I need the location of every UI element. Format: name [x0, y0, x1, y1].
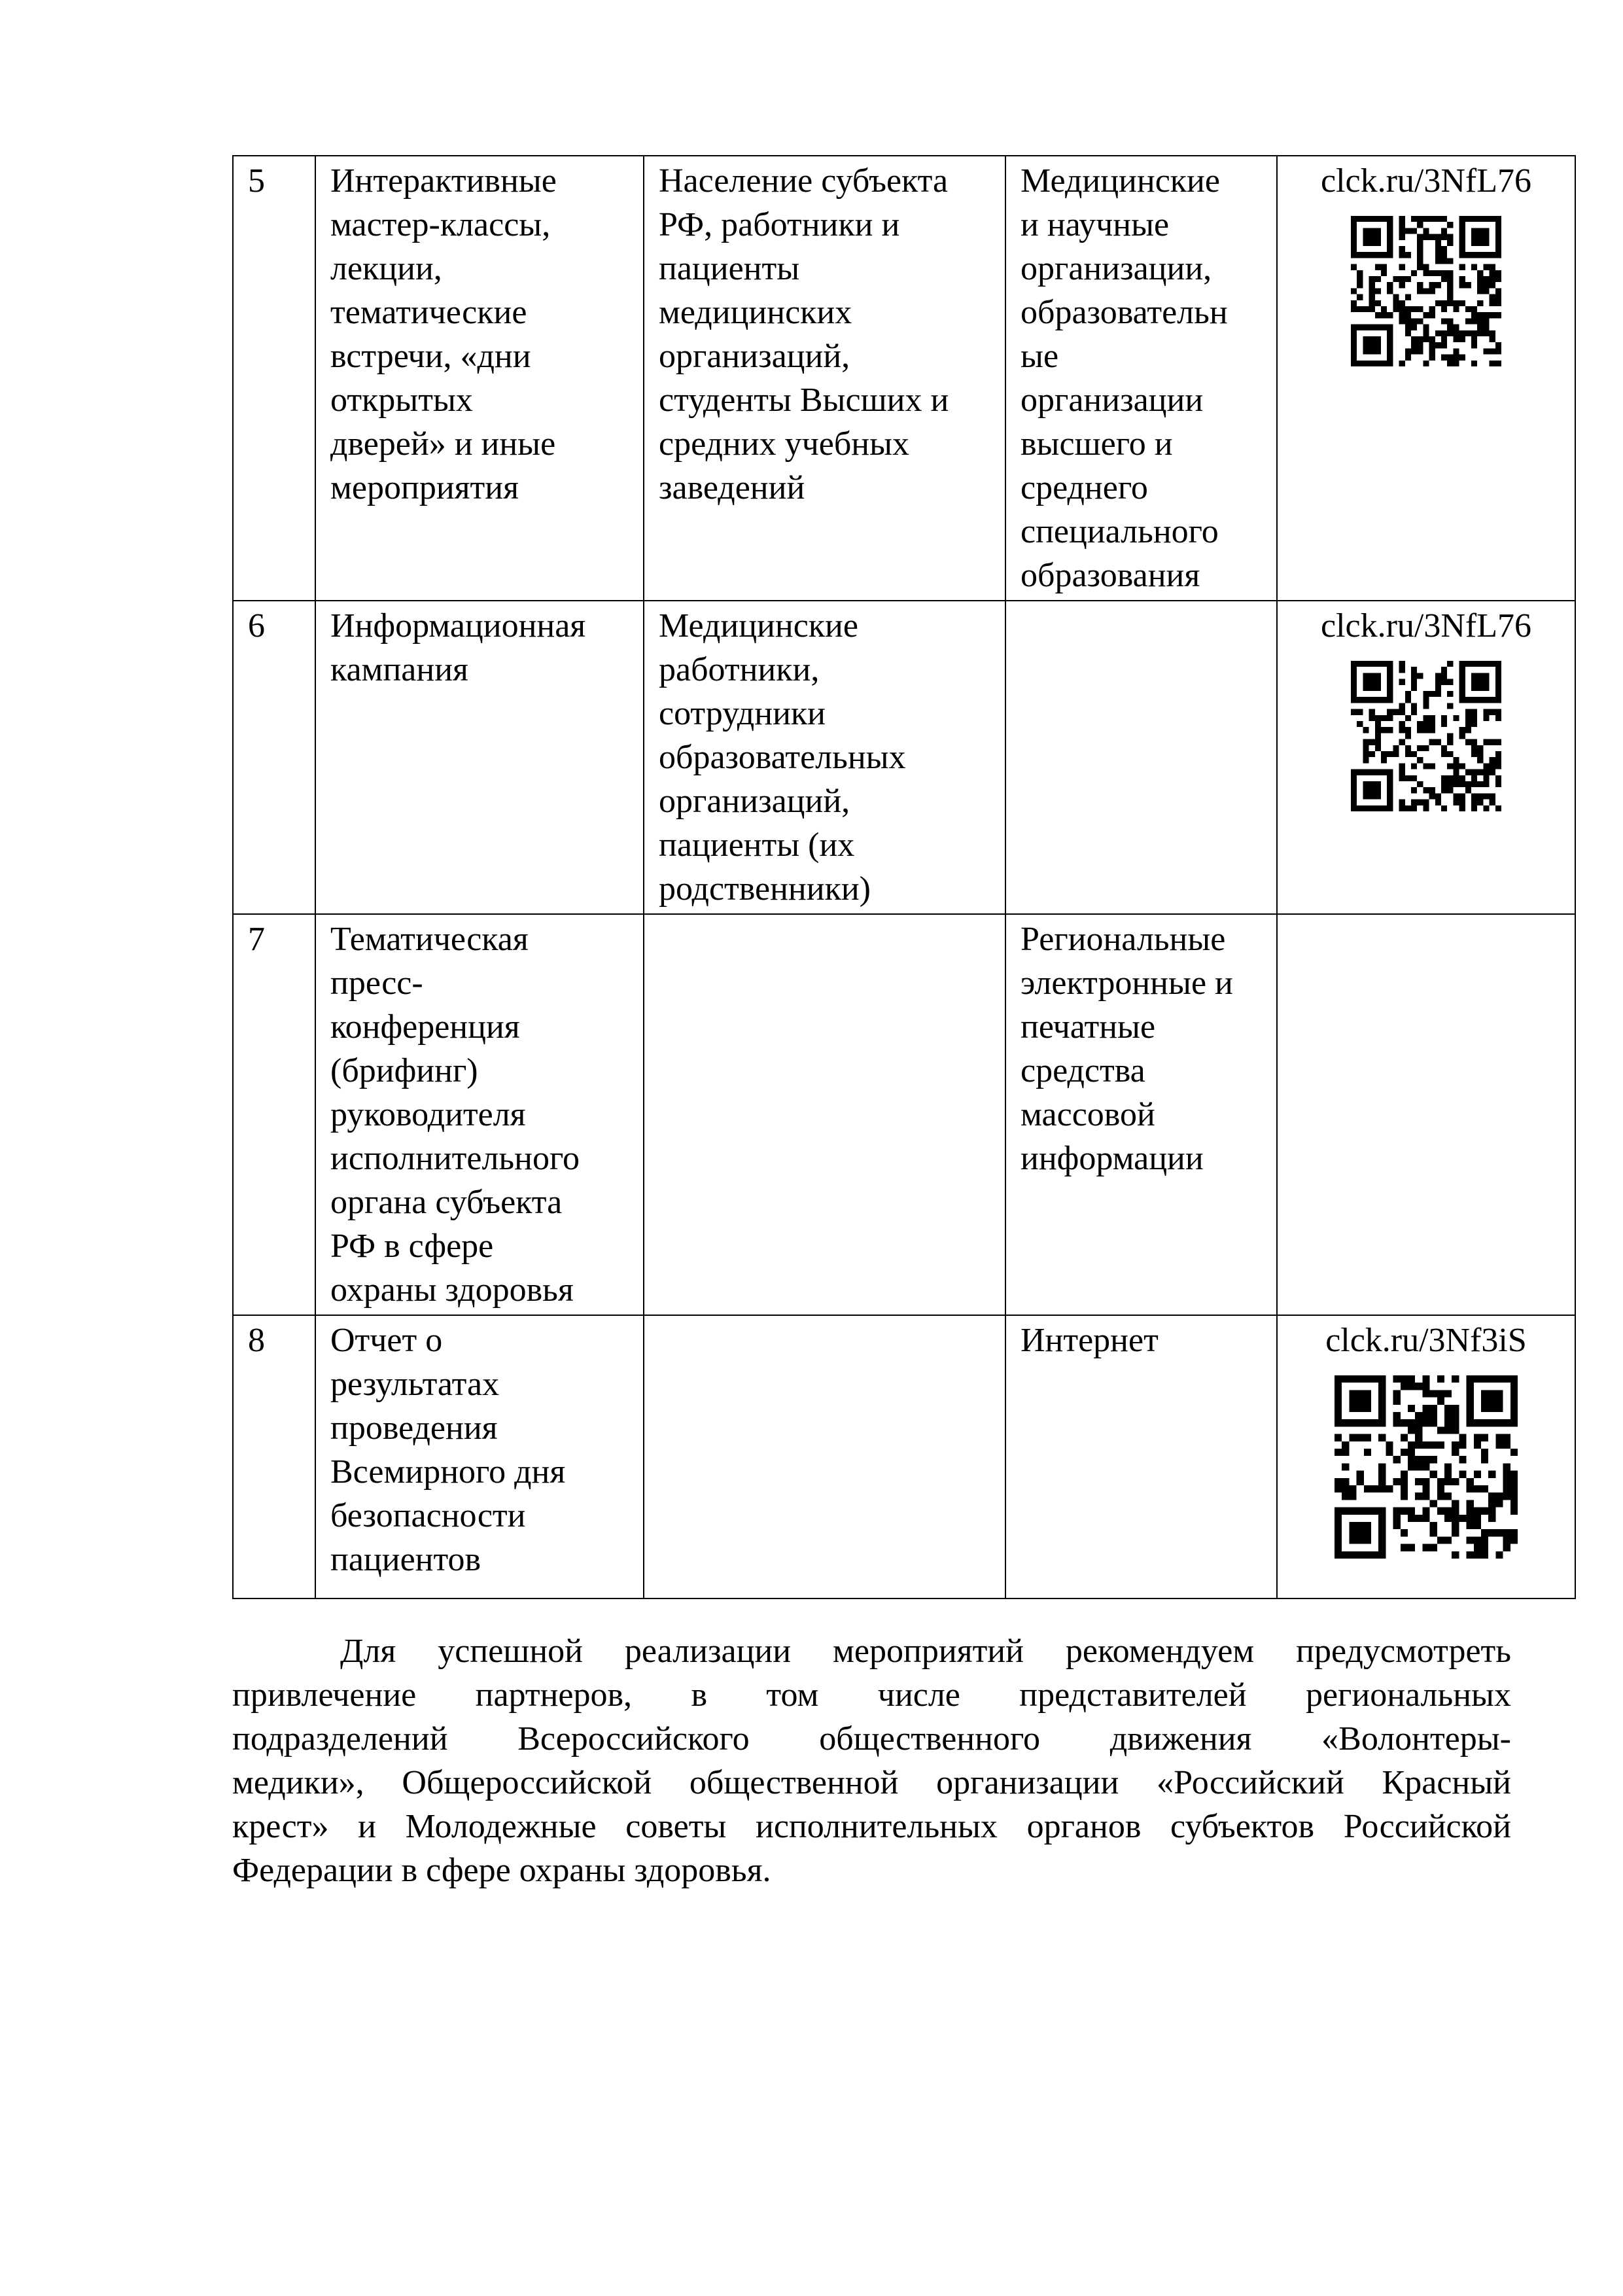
cell-text-line: пресс-: [330, 964, 423, 1002]
cell-text-line: средних учебных: [659, 425, 910, 463]
cell-text-line: конференция: [330, 1008, 520, 1046]
cell-text-line: Всемирного дня: [330, 1453, 566, 1491]
row-number-cell: 8: [233, 1315, 315, 1598]
cell-text-line: высшего и: [1021, 425, 1173, 463]
cell-text-line: медицинских: [659, 294, 852, 331]
cell-text-line: информации: [1021, 1140, 1204, 1177]
event-cell: [315, 156, 644, 601]
cell-text-line: органа субъекта: [330, 1184, 563, 1221]
cell-text-line: Медицинские: [1021, 162, 1220, 200]
cell-text-line: пациентов: [330, 1541, 481, 1578]
audience-cell: [644, 1315, 1005, 1598]
qr-code-icon: [1351, 216, 1501, 366]
cell-text-line: мастер-классы,: [330, 206, 551, 243]
event-cell: [315, 1315, 644, 1598]
cell-text-line: лекции,: [330, 250, 442, 287]
cell-text-line: организаций,: [659, 783, 850, 820]
cell-text-line: печатные: [1021, 1008, 1156, 1046]
cell-text-line: организаций,: [659, 338, 850, 375]
recommendation-paragraph: [232, 1629, 1511, 1892]
qr-code-icon: [1351, 661, 1501, 811]
table-row: [233, 601, 1575, 914]
venue-cell: [1005, 601, 1277, 914]
paragraph-line: Для успешной реализации мероприятий рекомендуем предусмотреть: [340, 1633, 1511, 1670]
cell-text-line: руководителя: [330, 1096, 526, 1133]
cell-text-line: Информационная: [330, 607, 586, 645]
cell-text-line: Население субъекта: [659, 162, 949, 200]
cell-text-line: родственники): [659, 870, 871, 908]
cell-text-line: пациенты (их: [659, 826, 855, 864]
event-cell: [315, 601, 644, 914]
cell-text-line: исполнительного: [330, 1140, 580, 1177]
cell-text-line: образования: [1021, 557, 1200, 594]
venue-cell: [1005, 914, 1277, 1315]
paragraph-line: крест» и Молодежные советы исполнительных органов субъектов Российской: [232, 1808, 1511, 1845]
cell-text-line: образовательных: [659, 739, 906, 776]
cell-text-line: мероприятия: [330, 469, 519, 506]
cell-text-line: РФ в сфере: [330, 1227, 494, 1265]
table-row: [233, 1315, 1575, 1598]
audience-cell: [644, 914, 1005, 1315]
cell-text-line: пациенты: [659, 250, 800, 287]
cell-text-line: (брифинг): [330, 1052, 478, 1089]
cell-text-line: охраны здоровья: [330, 1271, 574, 1309]
paragraph-line: привлечение партнеров, в том числе представителей региональных: [232, 1676, 1511, 1714]
cell-text-line: безопасности: [330, 1497, 526, 1534]
short-link[interactable]: clck.ru/3NfL76: [1320, 607, 1531, 645]
audience-cell: [644, 601, 1005, 914]
cell-text-line: образовательн: [1021, 294, 1228, 331]
venue-cell: [1005, 156, 1277, 601]
link-cell: [1277, 156, 1575, 601]
cell-text-line: открытых: [330, 381, 473, 419]
cell-text-line: сотрудники: [659, 695, 826, 732]
cell-text-line: ые: [1021, 338, 1059, 375]
row-number-cell: 6: [233, 601, 315, 914]
qr-code-icon: [1335, 1375, 1518, 1559]
cell-text-line: специального: [1021, 513, 1219, 550]
row-number-cell: 5: [233, 156, 315, 601]
cell-text-line: средства: [1021, 1052, 1145, 1089]
cell-text-line: Интернет: [1021, 1322, 1159, 1359]
cell-text-line: студенты Высших и: [659, 381, 949, 419]
short-link[interactable]: clck.ru/3Nf3iS: [1325, 1322, 1527, 1359]
cell-text-line: организации: [1021, 381, 1204, 419]
cell-text-line: Отчет о: [330, 1322, 443, 1359]
cell-text-line: массовой: [1021, 1096, 1155, 1133]
cell-text-line: Медицинские: [659, 607, 858, 645]
link-cell: [1277, 1315, 1575, 1598]
cell-text-line: Интерактивные: [330, 162, 557, 200]
events-table: [232, 155, 1576, 1599]
cell-text-line: организации,: [1021, 250, 1212, 287]
cell-text-line: Региональные: [1021, 921, 1226, 958]
event-cell: [315, 914, 644, 1315]
cell-text-line: и научные: [1021, 206, 1170, 243]
cell-text-line: кампания: [330, 651, 468, 688]
cell-text-line: встречи, «дни: [330, 338, 531, 375]
row-number-cell: 7: [233, 914, 315, 1315]
cell-text-line: тематические: [330, 294, 527, 331]
paragraph-line: медики», Общероссийской общественной организации «Российский Красный: [232, 1764, 1511, 1801]
cell-text-line: РФ, работники и: [659, 206, 900, 243]
cell-text-line: результатах: [330, 1366, 500, 1403]
link-cell: [1277, 601, 1575, 914]
table-row: [233, 156, 1575, 601]
cell-text-line: работники,: [659, 651, 820, 688]
cell-text-line: электронные и: [1021, 964, 1233, 1002]
cell-text-line: дверей» и иные: [330, 425, 556, 463]
table-row: [233, 914, 1575, 1315]
short-link[interactable]: clck.ru/3NfL76: [1320, 162, 1531, 200]
paragraph-line: Федерации в сфере охраны здоровья.: [232, 1852, 771, 1889]
paragraph-line: подразделений Всероссийского общественного движения «Волонтеры-: [232, 1720, 1511, 1757]
cell-text-line: среднего: [1021, 469, 1148, 506]
cell-text-line: проведения: [330, 1409, 498, 1447]
venue-cell: [1005, 1315, 1277, 1598]
cell-text-line: заведений: [659, 469, 805, 506]
link-cell: [1277, 914, 1575, 1315]
cell-text-line: Тематическая: [330, 921, 529, 958]
audience-cell: [644, 156, 1005, 601]
